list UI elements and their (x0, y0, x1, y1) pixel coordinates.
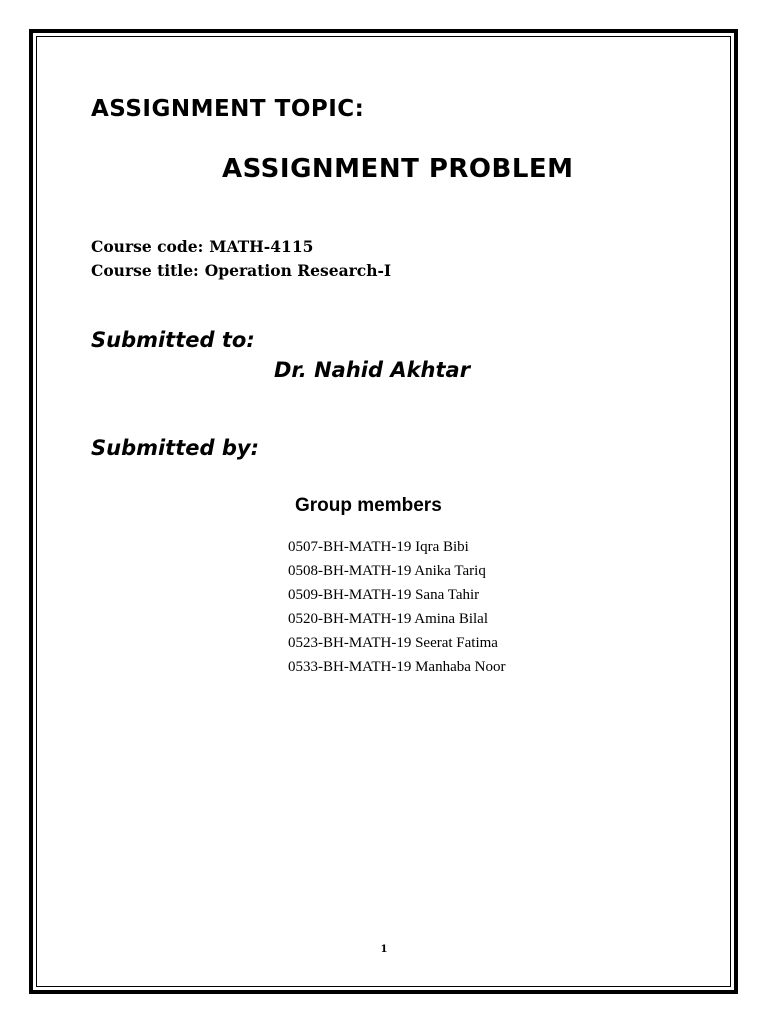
assignment-topic-label: ASSIGNMENT TOPIC: (91, 96, 365, 122)
course-code-value: MATH-4115 (209, 237, 314, 256)
list-item: 0509-BH-MATH-19 Sana Tahir (288, 587, 480, 603)
submitted-by-heading: Submitted by: (91, 436, 259, 460)
course-title-value: Operation Research-I (204, 261, 392, 280)
group-members-heading: Group members (295, 495, 442, 516)
course-code-label: Course code: (91, 237, 204, 256)
course-title-line (91, 261, 391, 280)
course-title-label: Course title: (91, 261, 199, 280)
page-number: 1 (380, 944, 388, 955)
list-item: 0523-BH-MATH-19 Seerat Fatima (288, 635, 498, 651)
group-members-list (288, 535, 505, 679)
list-item: 0533-BH-MATH-19 Manhaba Noor (288, 659, 506, 675)
list-item: 0508-BH-MATH-19 Anika Tariq (288, 563, 486, 579)
course-code-line (91, 237, 313, 256)
list-item: 0520-BH-MATH-19 Amina Bilal (288, 611, 488, 627)
supervisor-name: Dr. Nahid Akhtar (274, 358, 471, 382)
assignment-topic-title: ASSIGNMENT PROBLEM (222, 154, 574, 184)
submitted-to-heading: Submitted to: (91, 328, 255, 352)
list-item: 0507-BH-MATH-19 Iqra Bibi (288, 539, 469, 555)
